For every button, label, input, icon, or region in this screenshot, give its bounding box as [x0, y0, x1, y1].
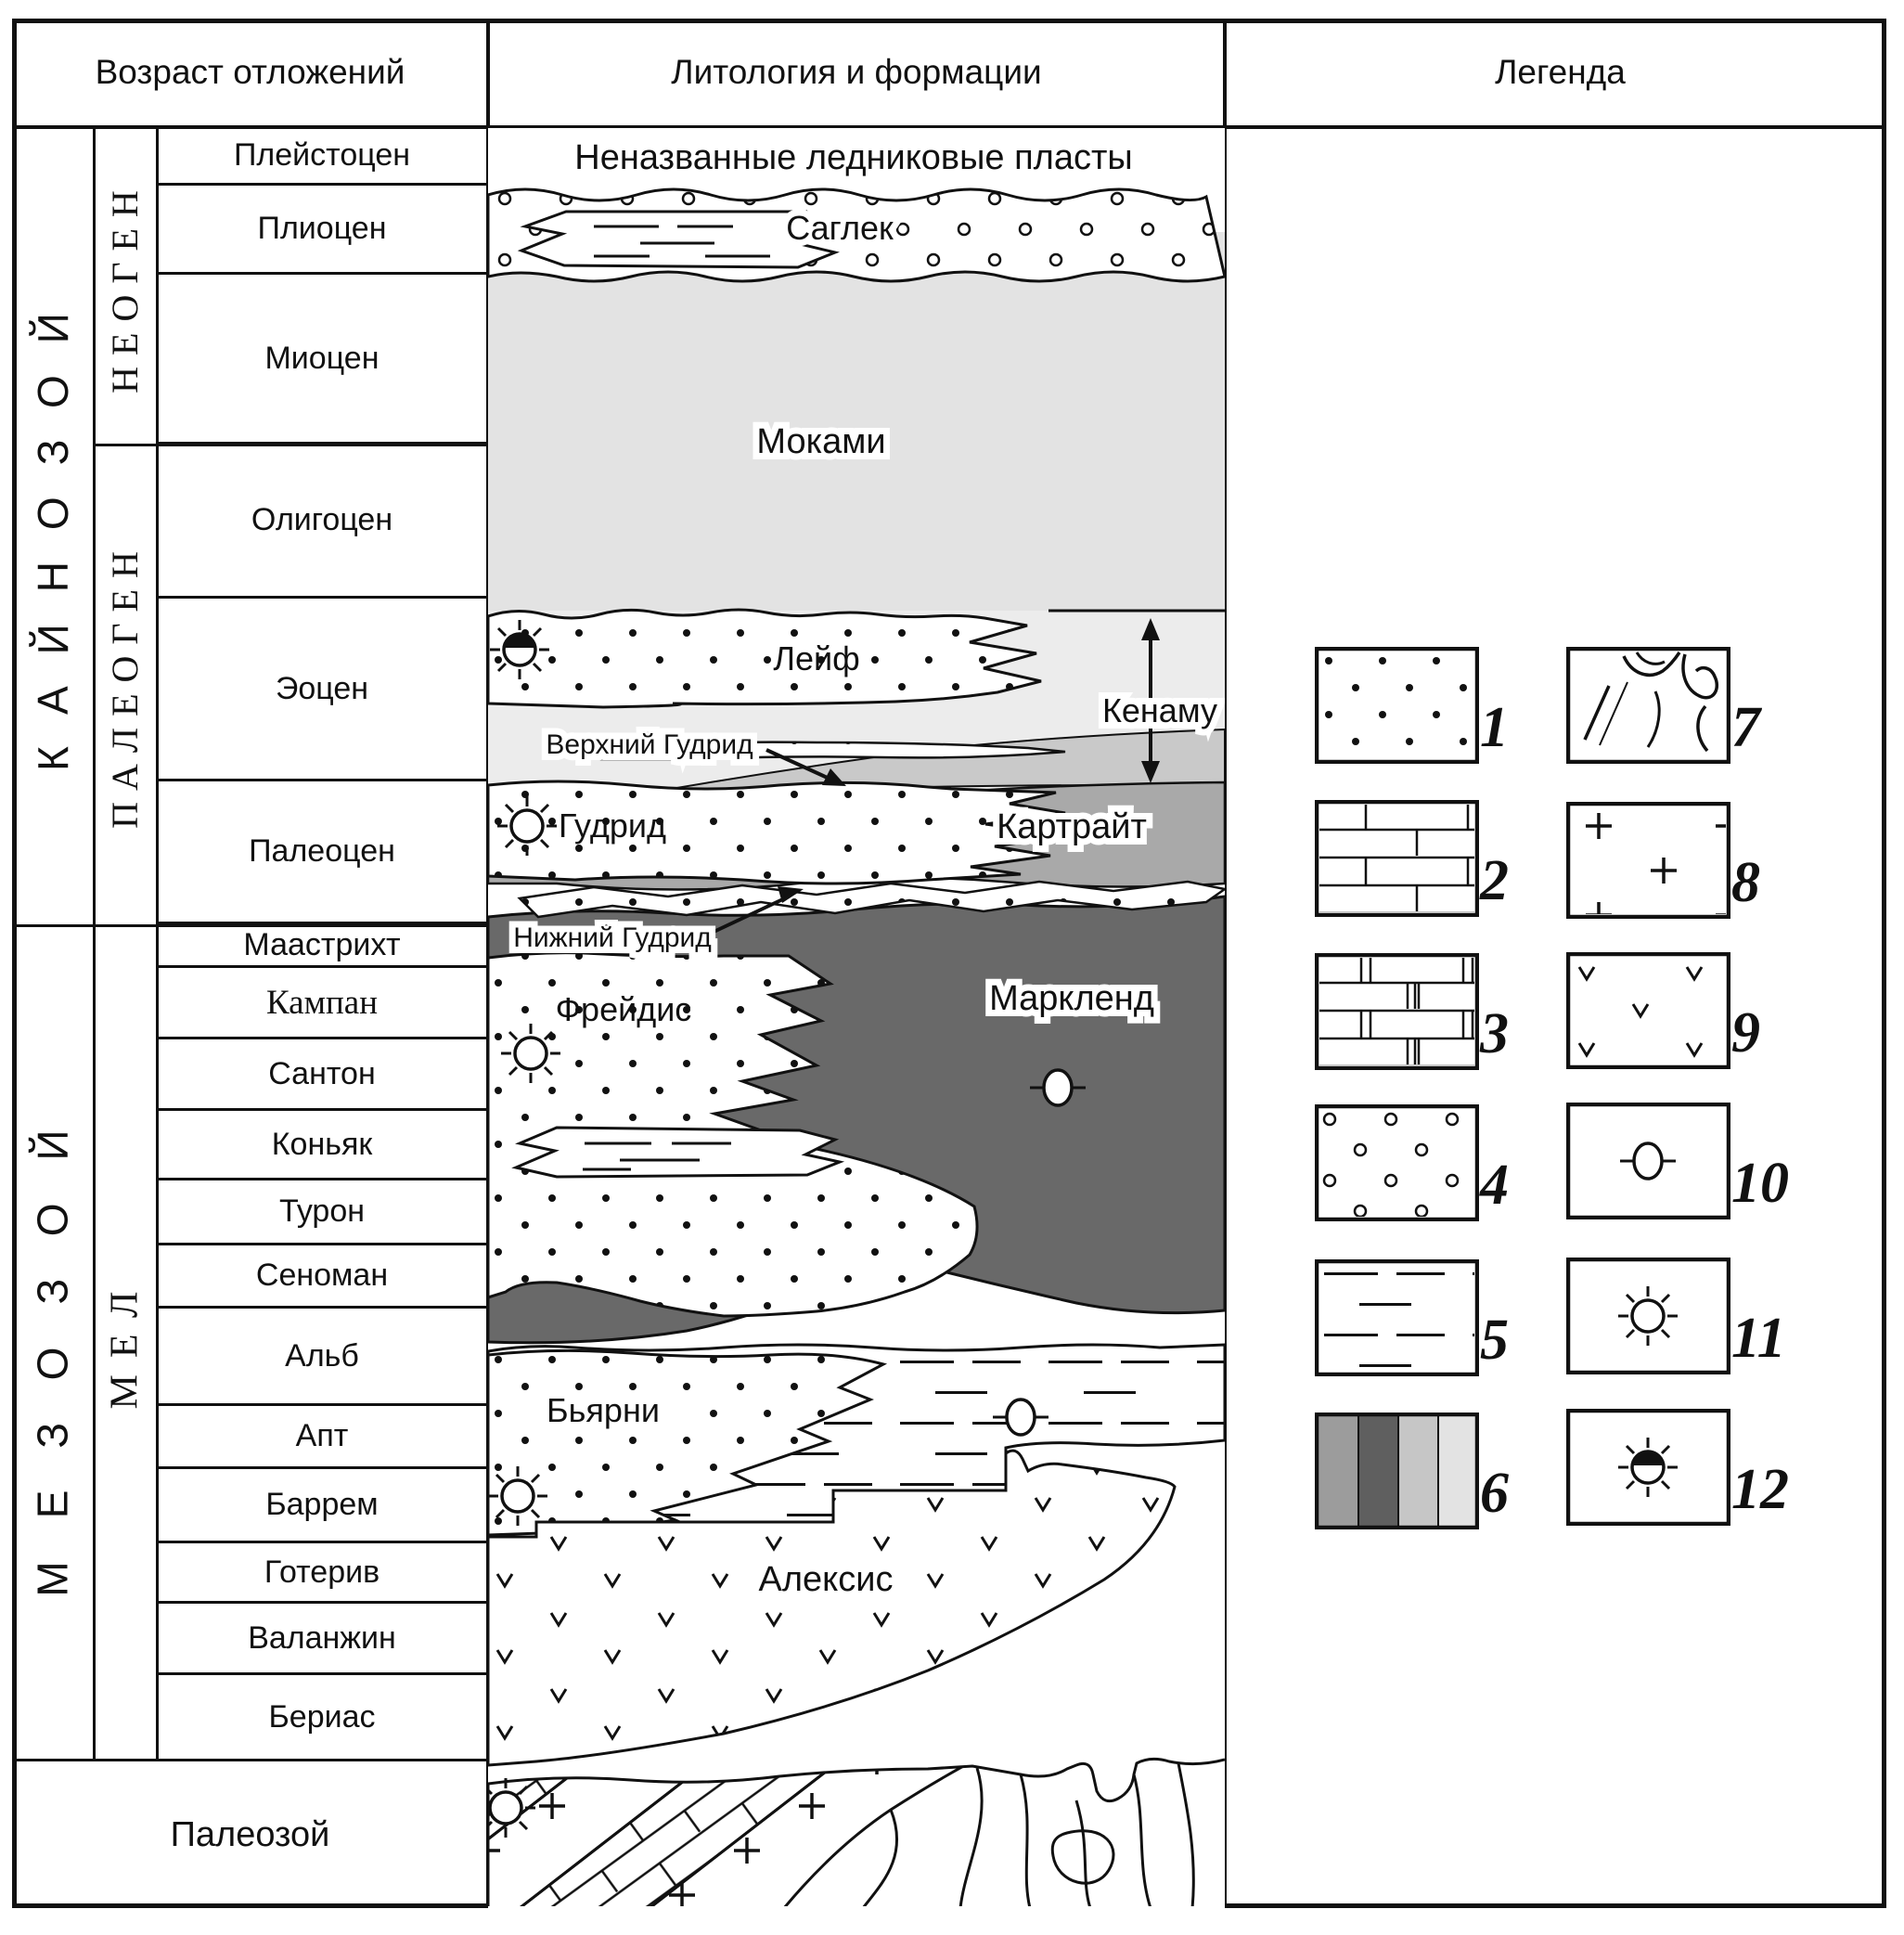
label-gudrid: Гудрид [558, 806, 667, 845]
sun-show-icon-bjarni [488, 1466, 547, 1526]
legend-number: 7 [1731, 696, 1760, 759]
lithology-panel-title [488, 19, 1225, 125]
stage-row-paleocene [156, 781, 488, 924]
legend-number: 5 [1480, 1309, 1509, 1372]
era-label-paleozoic: Палеозой [170, 1814, 330, 1854]
stage-label: Турон [278, 1193, 366, 1229]
legend-swatch-limestone [1315, 800, 1479, 917]
freydis-shale-lens [516, 1128, 840, 1177]
legend-item-1 [1315, 647, 1509, 768]
legend-item-9 [1566, 952, 1760, 1074]
stage-row-santonian [156, 1039, 488, 1111]
label-alexis: Алексис [758, 1560, 894, 1599]
stage-label: Сеноман [255, 1258, 389, 1293]
legend-number: 8 [1731, 851, 1760, 914]
label-mokami: Моками [756, 422, 886, 461]
stage-row-coniacian [156, 1111, 488, 1180]
stage-label: Сантон [268, 1055, 376, 1091]
legend-swatch-metamorphic [1566, 647, 1730, 764]
legend-number: 4 [1480, 1154, 1509, 1217]
era-cell-cenozoic [12, 128, 93, 924]
legend-item-2 [1315, 800, 1509, 922]
lithology-panel [488, 128, 1225, 1914]
legend-swatch-granite [1566, 802, 1730, 919]
stage-row-hauterivian [156, 1543, 488, 1604]
era-label-cenozoic: КАЙНОЗОЙ [28, 281, 77, 771]
stage-row-pleistocene [156, 128, 488, 186]
stage-row-maastrichtian [156, 924, 488, 968]
period-cell-cretaceous [93, 924, 156, 1759]
stage-label: Плейстоцен [233, 137, 411, 173]
label-markland: Маркленд [989, 979, 1154, 1018]
stage-row-barremian [156, 1469, 488, 1543]
sun-show-icon-gudrid [497, 796, 557, 856]
stage-row-berriasian [156, 1675, 488, 1759]
stage-label: Готерив [264, 1554, 380, 1590]
period-label-paleogene: ПАЛЕОГЕН [103, 539, 146, 829]
legend-number: 12 [1731, 1458, 1789, 1521]
lithology-title-text: Литология и формации [671, 52, 1042, 91]
period-cell-paleogene [93, 444, 156, 924]
period-cell-neogene [93, 128, 156, 444]
stage-label: Альб [285, 1337, 359, 1374]
label-bjarni: Бьярни [547, 1391, 660, 1429]
age-panel-title [12, 19, 488, 125]
stage-row-campanian [156, 968, 488, 1039]
legend-swatch-gray-units [1315, 1413, 1479, 1529]
legend-number: 11 [1731, 1307, 1786, 1370]
label-saglek: Саглек [786, 209, 894, 247]
period-label-cretaceous: МЕЛ [103, 1274, 146, 1409]
age-title-text: Возраст отложений [95, 52, 405, 91]
stage-label: Коньяк [271, 1126, 373, 1162]
label-leif: Лейф [773, 639, 860, 677]
legend-swatch-sun-show [1566, 1258, 1730, 1374]
stage-label: Миоцен [264, 340, 380, 376]
stage-label: Плиоцен [257, 211, 387, 246]
legend-swatch-well-show [1566, 1103, 1730, 1219]
stage-label: Эоцен [275, 670, 369, 706]
legend-number: 9 [1731, 1001, 1760, 1064]
legend-item-10 [1566, 1103, 1789, 1224]
legend-number: 2 [1480, 849, 1509, 912]
legend-item-5 [1315, 1259, 1509, 1381]
stage-row-oligocene [156, 445, 488, 599]
legend-panel-title [1225, 19, 1896, 125]
legend-number: 10 [1731, 1152, 1789, 1215]
period-label-neogene: НЕОГЕН [103, 178, 146, 393]
era-label-mesozoic: МЕЗОЗОЙ [28, 1086, 77, 1597]
legend-item-3 [1315, 953, 1509, 1075]
stage-label: Баррем [265, 1487, 379, 1522]
label-upper-gudrid: Верхний Гудрид [546, 729, 753, 760]
stage-row-valanginian [156, 1604, 488, 1675]
legend-item-4 [1315, 1104, 1509, 1226]
stage-row-albian [156, 1309, 488, 1406]
legend-number: 1 [1480, 696, 1509, 759]
stage-row-eocene [156, 599, 488, 781]
stage-label: Бериас [268, 1698, 376, 1735]
label-freydis: Фрейдис [555, 990, 692, 1028]
label-glacial: Неназванные ледниковые пласты [574, 138, 1133, 177]
stage-row-turonian [156, 1180, 488, 1245]
legend-swatch-conglomerate [1315, 1104, 1479, 1221]
label-cartwright: Картрайт [997, 807, 1147, 846]
stage-label: Маастрихт [243, 926, 401, 962]
legend-item-6 [1315, 1413, 1509, 1534]
stage-label: Валанжин [248, 1619, 396, 1656]
legend-item-8 [1566, 802, 1760, 923]
legend-item-12 [1566, 1409, 1789, 1530]
legend-item-7 [1566, 647, 1760, 768]
stage-row-pliocene [156, 186, 488, 275]
layer-leif [488, 610, 1041, 707]
era-cell-mesozoic [12, 924, 93, 1759]
legend-swatch-dolomite [1315, 953, 1479, 1070]
legend-title-text: Легенда [1495, 52, 1626, 91]
stage-label: Олигоцен [251, 502, 393, 537]
legend-number: 3 [1480, 1002, 1509, 1065]
era-cell-paleozoic [12, 1761, 488, 1909]
legend-swatch-volcanics [1566, 952, 1730, 1069]
stage-label: Кампан [265, 983, 379, 1022]
stage-row-cenomanian [156, 1245, 488, 1309]
label-lower-gudrid: Нижний Гудрид [513, 922, 712, 953]
stage-label: Палеоцен [249, 833, 395, 869]
legend-number: 6 [1480, 1462, 1509, 1525]
legend-swatch-sandstone [1315, 647, 1479, 764]
stage-row-aptian [156, 1406, 488, 1469]
stage-row-miocene [156, 275, 488, 445]
stage-label: Апт [295, 1418, 349, 1453]
legend-item-11 [1566, 1258, 1786, 1379]
label-kenamu: Кенаму [1101, 691, 1217, 729]
legend-swatch-shale [1315, 1259, 1479, 1376]
sun-show-icon-freydis [501, 1024, 560, 1083]
oil-gas-show-icon-leif [490, 620, 549, 679]
legend-swatch-sun-show-half [1566, 1409, 1730, 1526]
